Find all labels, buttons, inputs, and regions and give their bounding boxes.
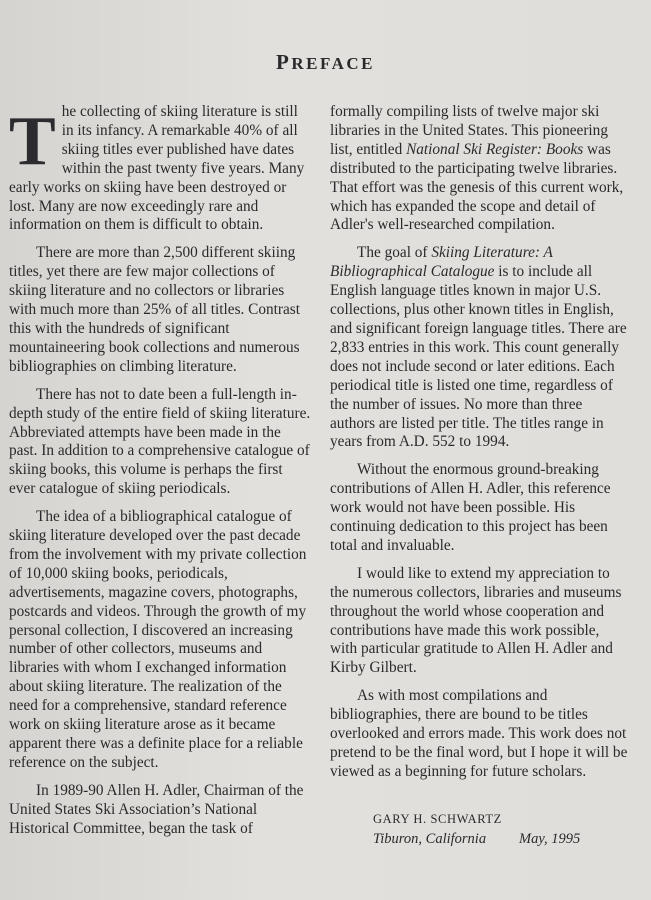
paragraph-6-text-a: formally compiling lists of twelve major ski libraries in the United States. This pioneering list, entitled — [330, 103, 608, 158]
paragraph-8: Without the enormous ground-breaking contributions of Allen H. Adler, this reference work would not have been possible. His continuing dedication to this project has been total and invaluable. — [330, 461, 611, 554]
paragraph-7 — [330, 244, 630, 452]
paragraph-9: I would like to extend my appreciation to the numerous collectors, libraries and museums throughout the world whose cooperation and contributions have made this work possible, with particular gratitude to Allen H. Adler and Kirby Gilbert. — [330, 564, 622, 677]
paragraph-10: As with most compilations and bibliographies, there are bound to be titles overlooked and errors made. This work does not pretend to be the final word, but I hope it will be viewed as a beginning for future scholars. — [330, 687, 628, 780]
right-column — [330, 103, 630, 782]
paragraph-1 — [9, 103, 312, 235]
left-column — [9, 103, 312, 839]
signature-name: GARY H. SCHWARTZ — [373, 812, 502, 826]
signature-date: May, 1995 — [519, 831, 581, 847]
paragraph-4: The idea of a bibliographical catalogue of skiing literature developed over the past decade from the involvement with my private collection of 10,000 skiing books, periodicals, advertisements, magazine covers, photographs, postcards and videos. Through the growth of my personal collection, I discovered an increasing number of other collectors, museums and libraries with whom I exchanged information about skiing literature. The realization of the need for a comprehensive, standard reference work on skiing literature arose as it became apparent there was a definite place for a reliable reference on the subject. — [9, 508, 307, 771]
paragraph-7-text-a: The goal of — [357, 244, 432, 262]
paragraph-6-text-b: was distributed to the participating twelve libraries. That effort was the genesis of this current work, which has expanded the scope and detail of Adler's well-researched compilation. — [330, 140, 624, 234]
paragraph-1-text: he collecting of skiing literature is still in its infancy. A remarkable 40% of all skiing titles ever published have dates within the past twenty five years. Many early works on skiing have been destroyed or lost. Many are now exceedingly rare and information on them is difficult to obtain. — [9, 103, 305, 234]
paragraph-3: There has not to date been a full-length in-depth study of the entire field of skiing literature. Abbreviated attempts have been made in the past. In addition to a comprehensive catalogue of skiing books, this volume is perhaps the first ever catalogue of skiing periodicals. — [9, 385, 311, 498]
drop-cap: T — [9, 103, 56, 180]
paragraph-5: In 1989-90 Allen H. Adler, Chairman of the United States Ski Association’s National Historical Committee, began the task of — [9, 781, 304, 837]
book-title: Skiing Literature: A Bibliographical Catalogue — [330, 244, 553, 281]
register-title: National Ski Register: Books — [406, 140, 584, 158]
paragraph-2: There are more than 2,500 different skiing titles, yet there are few major collections of skiing literature and no collectors or libraries with much more than 25% of all titles. Contrast this with the hundreds of significant mountaineering book collections and numerous bibliographies on climbing literature. — [9, 244, 301, 375]
paragraph-6 — [330, 103, 630, 235]
signature-place: Tiburon, California — [373, 831, 487, 847]
page-title — [0, 50, 651, 75]
title-capital: P — [276, 50, 292, 74]
paragraph-7-text-b: is to include all English language titles known in major U.S. collections, plus other known titles in English, and significant foreign language titles. There are 2,833 entries in this work. This count generally does not include second or later editions. Each periodical title is listed one time, regardless of the number of issues. No more than three authors are listed per title. The titles range in years from A.D. 552 to 1994. — [330, 263, 627, 451]
title-rest: REFACE — [291, 54, 375, 73]
